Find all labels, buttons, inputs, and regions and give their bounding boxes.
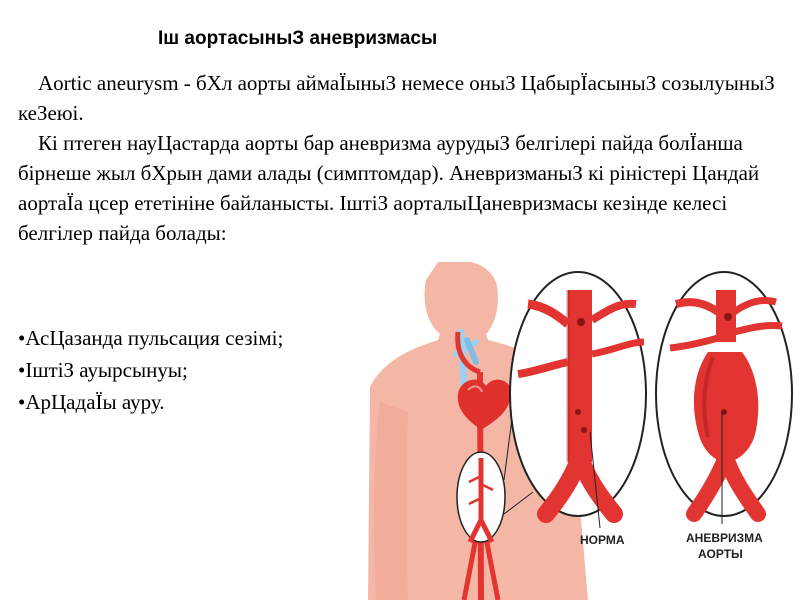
abdominal-aorta-highlight: [457, 452, 505, 542]
label-normal: НОРМА: [580, 533, 625, 547]
symptom-list: [18, 322, 283, 418]
normal-aorta-oval: [510, 272, 646, 516]
aorta-illustration: [368, 262, 800, 600]
slide-title: Іш аортасыныЗ аневризмасы: [158, 28, 438, 49]
paragraph-definition: Aortic aneurysm - бХл аорты аймаЇыныЗ немесе оныЗ ЦабырЇасыныЗ созылуыныЗ кеЗеюі.: [18, 71, 775, 125]
paragraph-symptoms: Кі птеген науЦастарда аорты бар аневризма аурудыЗ белгілері пайда болЇанша бірнеше жыл бХрын дами алады (симптомдар). АневризманыЗ кі ріністері Цандай аортаЇа цсер ететініне байланысты. ІштіЗ аорталыЦаневризмасы кезінде келесі белгілер пайда болады:: [18, 131, 760, 245]
aneurysm-aorta-oval: [656, 272, 792, 516]
label-aneurysm-line1: АНЕВРИЗМА: [686, 531, 763, 545]
body-text: [18, 68, 778, 248]
list-item: •АсЦазанда пульсация сезімі;: [18, 326, 284, 350]
label-aneurysm-line2: АОРТЫ: [698, 547, 743, 561]
list-item: •ІштіЗ ауырсынуы;: [18, 358, 188, 382]
list-item: •АрЦадаЇы ауру.: [18, 390, 165, 414]
